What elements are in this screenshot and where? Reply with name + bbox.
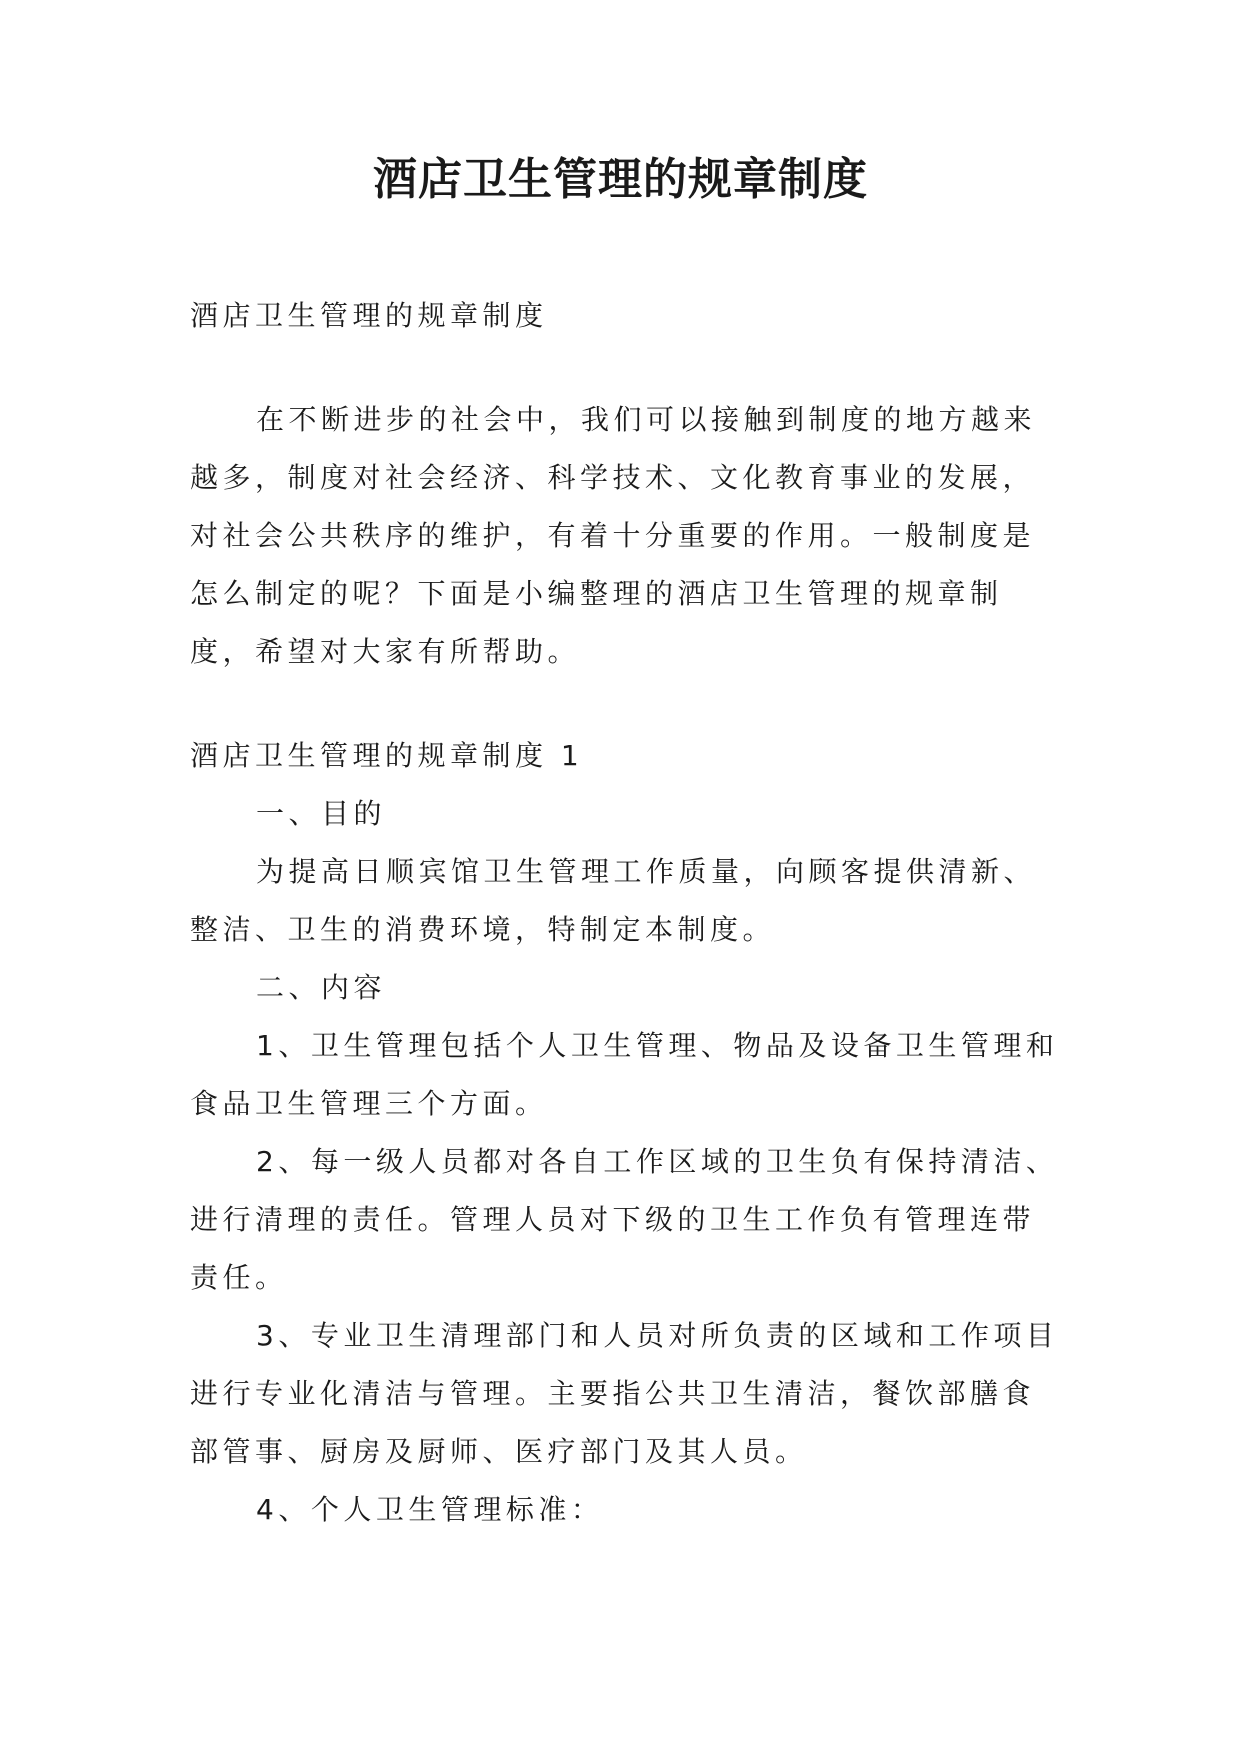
document-body [190,287,1060,1539]
document-title: 酒店卫生管理的规章制度 [373,154,868,205]
paragraph-purpose: 为提高日顺宾馆卫生管理工作质量，向顾客提供清新、整洁、卫生的消费环境，特制定本制度。 [190,855,1037,946]
paragraph-item-4: 4、个人卫生管理标准： [256,1493,604,1526]
paragraph-item-3: 3、专业卫生清理部门和人员对所负责的区域和工作项目进行专业化清洁与管理。主要指公共卫生清洁，餐饮部膳食部管事、厨房及厨师、医疗部门及其人员。 [190,1319,1059,1468]
paragraph-item-1: 1、卫生管理包括个人卫生管理、物品及设备卫生管理和食品卫生管理三个方面。 [190,1029,1059,1120]
intro-paragraph: 在不断进步的社会中，我们可以接触到制度的地方越来越多，制度对社会经济、科学技术、文化教育事业的发展，对社会公共秩序的维护，有着十分重要的作用。一般制度是怎么制定的呢？下面是小编整理的酒店卫生管理的规章制度，希望对大家有所帮助。 [190,403,1037,668]
paragraph-item-2: 2、每一级人员都对各自工作区域的卫生负有保持清洁、进行清理的责任。管理人员对下级的卫生工作负有管理连带责任。 [190,1145,1059,1294]
section-title: 酒店卫生管理的规章制度 1 [190,739,584,772]
document-subtitle: 酒店卫生管理的规章制度 [190,299,548,332]
heading-purpose: 一、目的 [256,797,387,830]
heading-content: 二、内容 [256,971,387,1004]
